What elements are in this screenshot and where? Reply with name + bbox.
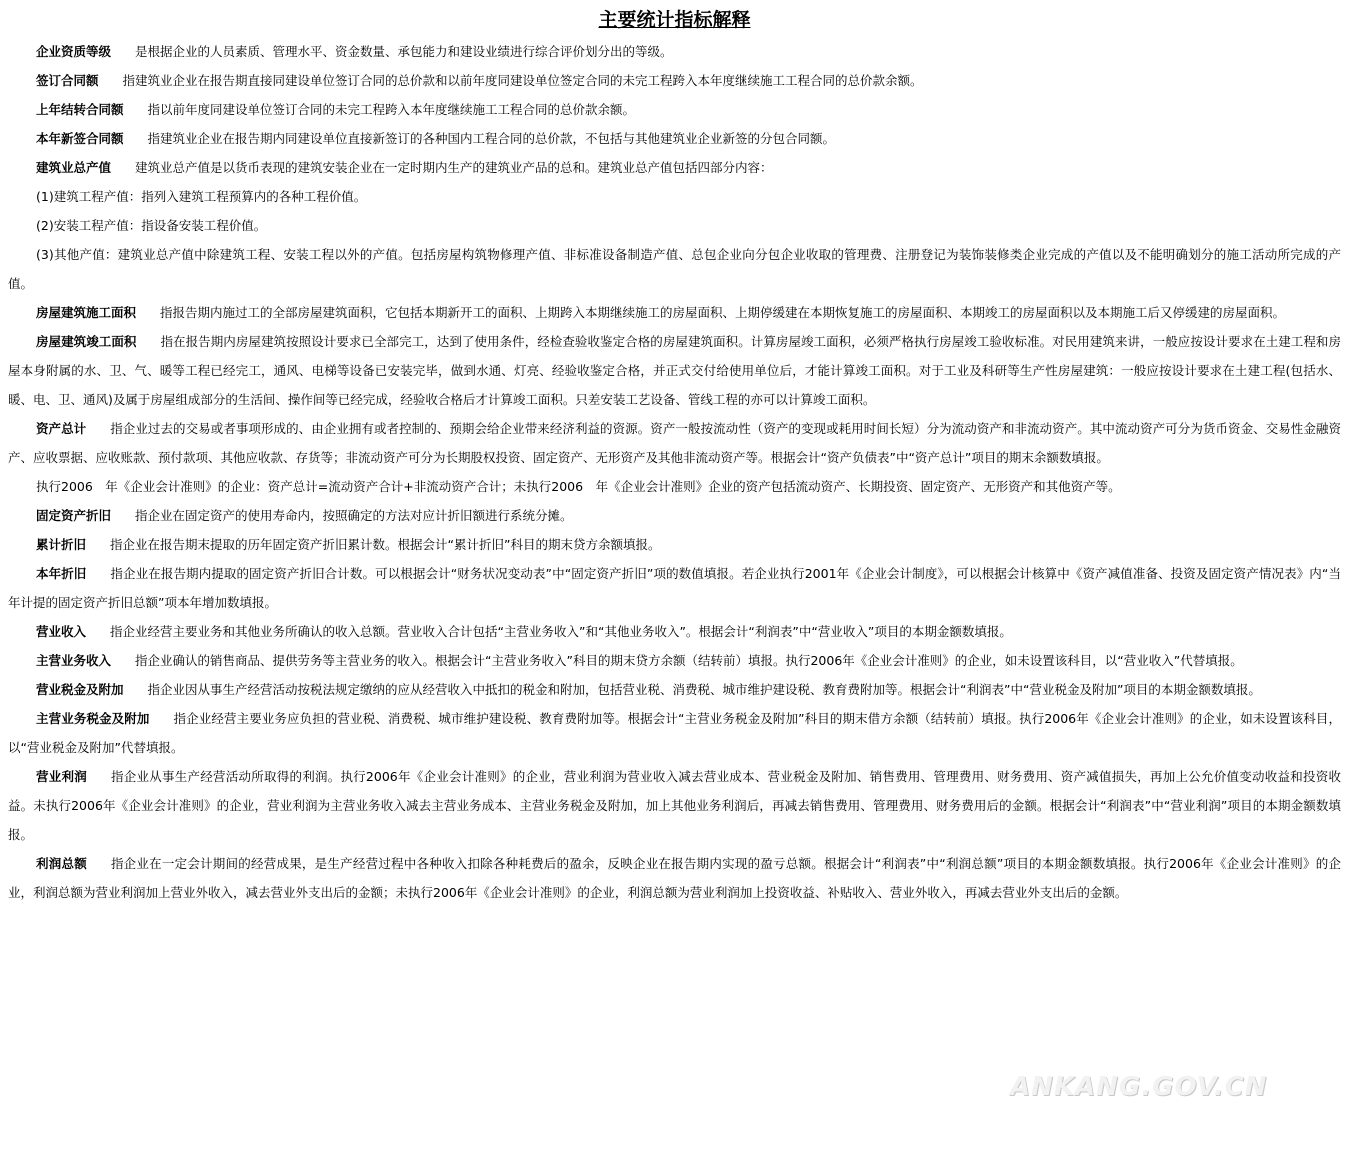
site-watermark: ANKANG.GOV.CN xyxy=(1010,1072,1268,1102)
definition-text: 指在报告期内房屋建筑按照设计要求已全部完工，达到了使用条件，经检查验收鉴定合格的房屋建筑面积。计算房屋竣工面积，必须严格执行房屋竣工验收标准。对民用建筑来讲，一般应按设计要求在土建工程和房屋本身附属的水、卫、气、暖等工程已经完工，通风、电梯等设备已安装完毕，做到水通、灯亮、经验收鉴定合格，并正式交付给使用单位后，才能计算竣工面积。对于工业及科研等生产性房屋建筑：一般应按设计要求在土建工程(包括水、暖、电、卫、通风)及属于房屋组成部分的生活间、操作间等已经完成，经验收合格后才计算竣工面积。只差安装工艺设备、管线工程的亦可以计算竣工面积。 xyxy=(8,334,1341,407)
definitions-list xyxy=(8,37,1341,907)
definition-paragraph xyxy=(8,124,1341,153)
definition-paragraph xyxy=(8,617,1341,646)
definition-text: (1)建筑工程产值：指列入建筑工程预算内的各种工程价值。 xyxy=(36,189,367,204)
definition-text: 是根据企业的人员素质、管理水平、资金数量、承包能力和建设业绩进行综合评价划分出的等级。 xyxy=(135,44,673,59)
page-title: 主要统计指标解释 xyxy=(598,9,751,31)
definition-paragraph xyxy=(8,211,1341,240)
definition-paragraph xyxy=(8,849,1341,907)
definition-text: (2)安装工程产值：指设备安装工程价值。 xyxy=(36,218,267,233)
definition-term: 营业税金及附加 xyxy=(36,682,124,697)
definition-term: 本年折旧 xyxy=(36,566,87,581)
definition-text: 指企业在报告期内提取的固定资产折旧合计数。可以根据会计“财务状况变动表”中“固定资产折旧”项的数值填报。若企业执行2001年《企业会计制度》，可以根据会计核算中《资产减值准备、投资及固定资产情况表》内“当年计提的固定资产折旧总额”项本年增加数填报。 xyxy=(8,566,1341,610)
definition-term: 营业收入 xyxy=(36,624,87,639)
definition-text: 指企业经营主要业务应负担的营业税、消费税、城市维护建设税、教育费附加等。根据会计“主营业务税金及附加”科目的期末借方余额（结转前）填报。执行2006年《企业会计准则》的企业，如未设置该科目，以“营业税金及附加”代替填报。 xyxy=(8,711,1341,755)
definition-paragraph xyxy=(8,559,1341,617)
definition-text: (3)其他产值：建筑业总产值中除建筑工程、安装工程以外的产值。包括房屋构筑物修理产值、非标准设备制造产值、总包企业向分包企业收取的管理费、注册登记为装饰装修类企业完成的产值以及不能明确划分的施工活动所完成的产值。 xyxy=(8,247,1341,291)
definition-paragraph xyxy=(8,472,1341,501)
definition-paragraph xyxy=(8,646,1341,675)
definition-text: 指企业在固定资产的使用寿命内，按照确定的方法对应计折旧额进行系统分摊。 xyxy=(135,508,573,523)
definition-term: 建筑业总产值 xyxy=(36,160,112,175)
definition-text: 指企业从事生产经营活动所取得的利润。执行2006年《企业会计准则》的企业，营业利润为营业收入减去营业成本、营业税金及附加、销售费用、管理费用、财务费用、资产减值损失，再加上公允价值变动收益和投资收益。未执行2006年《企业会计准则》的企业，营业利润为主营业务收入减去主营业务成本、主营业务税金及附加，加上其他业务利润后，再减去销售费用、管理费用、财务费用后的金额。根据会计“利润表”中“营业利润”项目的本期金额数填报。 xyxy=(8,769,1341,842)
definition-paragraph xyxy=(8,675,1341,704)
definition-term: 营业利润 xyxy=(36,769,87,784)
definition-text: 指建筑业企业在报告期内同建设单位直接新签订的各种国内工程合同的总价款，不包括与其他建筑业企业新签的分包合同额。 xyxy=(147,131,836,146)
definition-term: 房屋建筑竣工面积 xyxy=(36,334,137,349)
definition-paragraph xyxy=(8,66,1341,95)
definition-text: 指企业在报告期末提取的历年固定资产折旧累计数。根据会计“累计折旧”科目的期末贷方余额填报。 xyxy=(110,537,661,552)
definition-paragraph xyxy=(8,327,1341,414)
definition-paragraph xyxy=(8,298,1341,327)
definition-text: 指企业过去的交易或者事项形成的、由企业拥有或者控制的、预期会给企业带来经济利益的资源。资产一般按流动性（资产的变现或耗用时间长短）分为流动资产和非流动资产。其中流动资产可分为货币资金、交易性金融资产、应收票据、应收账款、预付款项、其他应收款、存货等；非流动资产可分为长期股权投资、固定资产、无形资产及其他非流动资产等。根据会计“资产负债表”中“资产总计”项目的期末余额数填报。 xyxy=(8,421,1341,465)
definition-term: 企业资质等级 xyxy=(36,44,112,59)
definition-paragraph xyxy=(8,762,1341,849)
definition-term: 固定资产折旧 xyxy=(36,508,112,523)
definition-term: 本年新签合同额 xyxy=(36,131,124,146)
definition-term: 累计折旧 xyxy=(36,537,87,552)
definition-paragraph xyxy=(8,704,1341,762)
definition-paragraph xyxy=(8,501,1341,530)
definition-paragraph xyxy=(8,153,1341,182)
definition-text: 指建筑业企业在报告期直接同建设单位签订合同的总价款和以前年度同建设单位签定合同的未完工程跨入本年度继续施工工程合同的总价款余额。 xyxy=(122,73,923,88)
definition-text: 指企业确认的销售商品、提供劳务等主营业务的收入。根据会计“主营业务收入”科目的期末贷方余额（结转前）填报。执行2006年《企业会计准则》的企业，如未设置该科目，以“营业收入”代替填报。 xyxy=(135,653,1243,668)
definition-paragraph xyxy=(8,530,1341,559)
definition-text: 执行2006 年《企业会计准则》的企业：资产总计=流动资产合计+非流动资产合计；未执行2006 年《企业会计准则》企业的资产包括流动资产、长期投资、固定资产、无形资产和其他资产等。 xyxy=(36,479,1121,494)
definition-text: 指企业在一定会计期间的经营成果，是生产经营过程中各种收入扣除各种耗费后的盈余，反映企业在报告期内实现的盈亏总额。根据会计“利润表”中“利润总额”项目的本期金额数填报。执行2006年《企业会计准则》的企业，利润总额为营业利润加上营业外收入，减去营业外支出后的金额；未执行2006年《企业会计准则》的企业，利润总额为营业利润加上投资收益、补贴收入、营业外收入，再减去营业外支出后的金额。 xyxy=(8,856,1341,900)
definition-paragraph xyxy=(8,37,1341,66)
definition-paragraph xyxy=(8,414,1341,472)
definition-term: 房屋建筑施工面积 xyxy=(36,305,137,320)
definition-text: 建筑业总产值是以货币表现的建筑安装企业在一定时期内生产的建筑业产品的总和。建筑业总产值包括四部分内容： xyxy=(135,160,773,175)
definition-term: 利润总额 xyxy=(36,856,87,871)
definition-term: 主营业务收入 xyxy=(36,653,112,668)
definition-paragraph xyxy=(8,182,1341,211)
definition-term: 主营业务税金及附加 xyxy=(36,711,150,726)
definition-paragraph xyxy=(8,240,1341,298)
definition-term: 签订合同额 xyxy=(36,73,99,88)
definition-text: 指以前年度同建设单位签订合同的未完工程跨入本年度继续施工工程合同的总价款余额。 xyxy=(147,102,636,117)
definition-text: 指企业经营主要业务和其他业务所确认的收入总额。营业收入合计包括“主营业务收入”和“其他业务收入”。根据会计“利润表”中“营业收入”项目的本期金额数填报。 xyxy=(110,624,1012,639)
definition-text: 指报告期内施过工的全部房屋建筑面积，它包括本期新开工的面积、上期跨入本期继续施工的房屋面积、上期停缓建在本期恢复施工的房屋面积、本期竣工的房屋面积以及本期施工后又停缓建的房屋面积。 xyxy=(160,305,1286,320)
document-page xyxy=(8,6,1341,907)
definition-term: 上年结转合同额 xyxy=(36,102,124,117)
definition-term: 资产总计 xyxy=(36,421,87,436)
definition-text: 指企业因从事生产经营活动按税法规定缴纳的应从经营收入中抵扣的税金和附加，包括营业税、消费税、城市维护建设税、教育费附加等。根据会计“利润表”中“营业税金及附加”项目的本期金额数填报。 xyxy=(147,682,1261,697)
definition-paragraph xyxy=(8,95,1341,124)
